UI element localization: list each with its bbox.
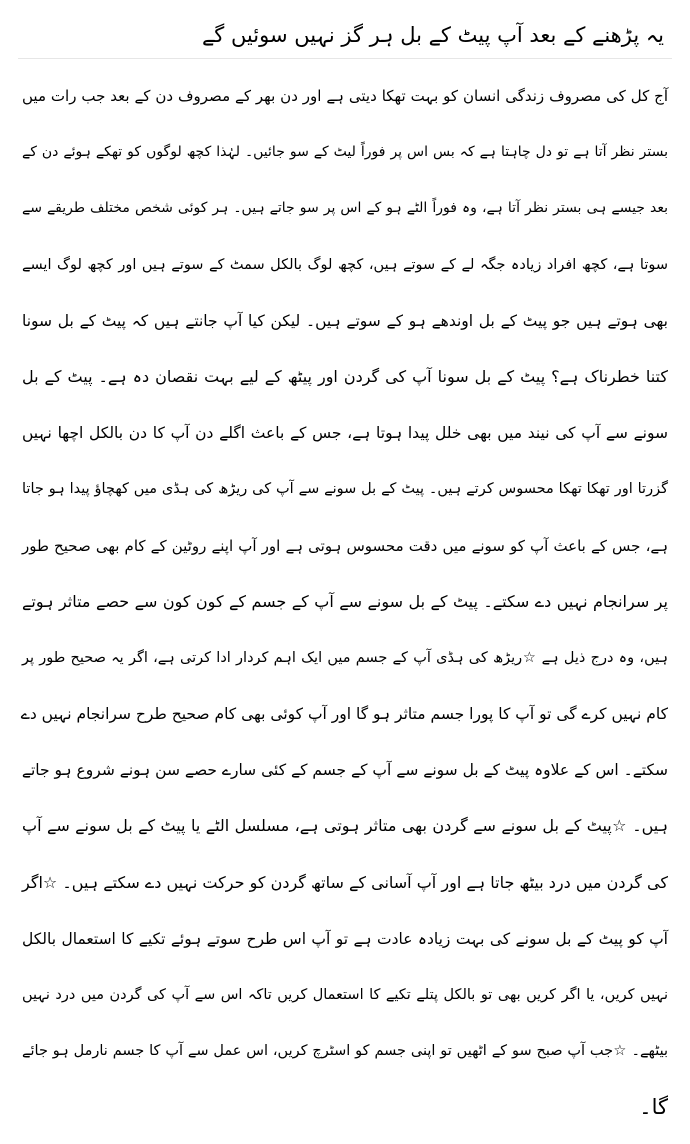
body-line: ہیں۔ ☆پیٹ کے بل سونے سے گردن بھی متاثر ہوتی ہے، مسلسل الٹے یا پیٹ کے بل سونے سے آپ bbox=[22, 816, 668, 836]
body-line: ہے، جس کے باعث آپ کو سونے میں دقت محسوس ہوتی ہے اور آپ اپنے روٹین کے کام بھی صحیح طور bbox=[22, 536, 668, 555]
body-line-final: گا۔ bbox=[639, 1095, 668, 1120]
body-line: بیٹھے۔ ☆جب آپ صبح سو کے اٹھیں تو اپنی جسم کو اسٹرچ کریں، اس عمل سے آپ کا جسم نارمل ہو جائے bbox=[22, 1043, 668, 1060]
title-divider bbox=[18, 58, 672, 59]
body-line: کتنا خطرناک ہے؟ پیٹ کے بل سونا آپ کی گردن اور پیٹھ کے لیے بہت نقصان دہ ہے۔ پیٹ کے بل bbox=[22, 366, 668, 386]
body-line: ہیں، وہ درج ذیل ہے ☆ریڑھ کی ہڈی آپ کے جسم میں ایک اہم کردار ادا کرتی ہے، اگر یہ صحیح طور پر bbox=[22, 649, 668, 666]
body-line: سکتے۔ اس کے علاوہ پیٹ کے بل سونے سے آپ کے جسم کے کئی سارے حصے سن ہونے شروع ہو جاتے bbox=[21, 761, 668, 780]
body-line: بھی ہوتے ہیں جو پیٹ کے بل اوندھے ہو کے سوتے ہیں۔ لیکن کیا آپ جانتے ہیں کہ پیٹ کے بل سونا bbox=[22, 311, 668, 330]
body-line: بعد جیسے ہی بستر نظر آتا ہے، وہ فوراً الٹے ہو کے اس پر سو جاتے ہیں۔ ہر کوئی شخص مختلف طریقے سے bbox=[22, 200, 668, 217]
body-line: کی گردن میں درد بیٹھ جاتا ہے اور آپ آسانی کے ساتھ گردن کو حرکت نہیں دے سکتے ہیں۔ ☆اگر bbox=[22, 872, 668, 892]
body-line: آپ کو پیٹ کے بل سونے کی بہت زیادہ عادت ہے تو آپ اس طرح سوتے ہوئے تکیے کا استعمال بالکل bbox=[22, 929, 668, 948]
article-title: یہ پڑھنے کے بعد آپ پیٹ کے بل ہر گز نہیں سوئیں گے bbox=[201, 23, 664, 47]
body-line: آج کل کی مصروف زندگی انسان کو بہت تھکا دیتی ہے اور دن بھر کے مصروف دن کے بعد جب رات میں bbox=[22, 87, 668, 105]
body-line: کام نہیں کرے گی تو آپ کا پورا جسم متاثر ہو گا اور آپ کوئی بھی کام صحیح طرح سرانجام نہیں دے bbox=[20, 705, 668, 724]
body-line: سونے سے آپ کی نیند میں بھی خلل پیدا ہوتا ہے، جس کے باعث اگلے دن آپ کا دن بالکل اچھا نہیں bbox=[22, 424, 668, 443]
body-line: بستر نظر آتا ہے تو دل چاہتا ہے کہ بس اس پر فوراً لیٹ کے سو جائیں۔ لہٰذا کچھ لوگوں کو تھکے ہوئے دن کے bbox=[22, 144, 668, 161]
body-line: پر سرانجام نہیں دے سکتے۔ پیٹ کے بل سونے سے آپ کے جسم کے کون کون سے حصے متاثر ہوتے bbox=[22, 591, 668, 611]
body-line: گزرتا اور تھکا تھکا محسوس کرتے ہیں۔ پیٹ کے بل سونے سے آپ کی ریڑھ کی ہڈی میں کھچاؤ پیدا ہو جاتا bbox=[22, 481, 668, 498]
body-line: سوتا ہے، کچھ افراد زیادہ جگہ لے کے سوتے ہیں، کچھ لوگ بالکل سمٹ کے سوتے ہیں اور کچھ لوگ ایسے bbox=[22, 256, 668, 273]
article-body bbox=[18, 76, 672, 1144]
body-line: نہیں کریں، یا اگر کریں بھی تو بالکل پتلے تکیے کا استعمال کریں تاکہ اس سے آپ کی گردن میں درد نہیں bbox=[22, 987, 668, 1003]
